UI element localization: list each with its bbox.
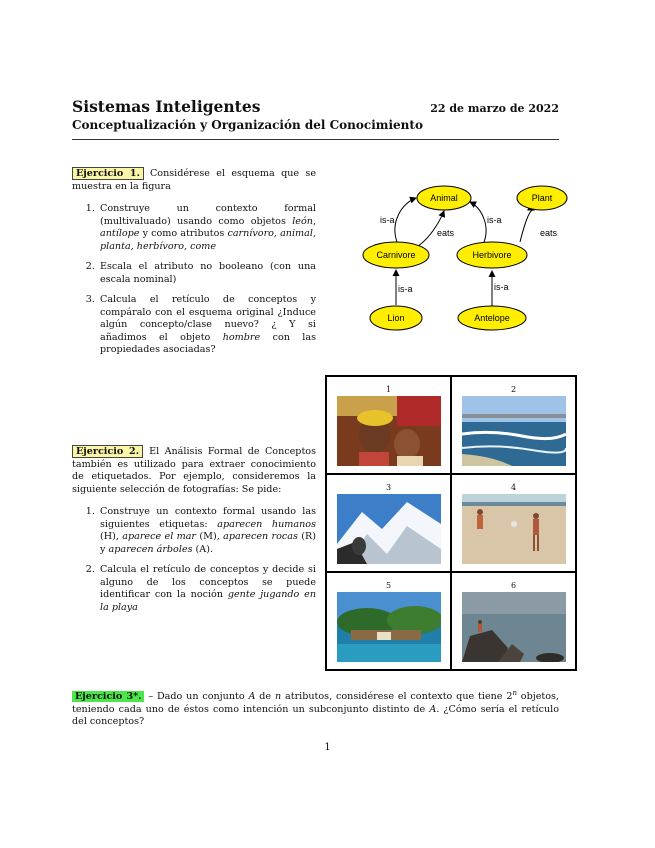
- exercise-3: Ejercicio 3*. – Dado un conjunto A de n atributos, considérese el contexto que tiene 2$^n$ objetos, teniendo cada uno de éstos como intención un subconjunto distinto de A. ¿Cómo sería el retículo del conceptos?: [72, 689, 560, 728]
- page-title: Sistemas Inteligentes: [72, 97, 261, 116]
- page-subtitle: Conceptualización y Organización del Conocimiento: [72, 118, 423, 132]
- list-item: 2. Escala el atributo no booleano (con una escala nominal): [98, 261, 316, 286]
- list-item: 1. Construye un contexto formal (multivaluado) usando como objetos león, antílope y como atributos carnívoro, animal, planta, herbívoro, come: [98, 203, 316, 253]
- node-label: Lion: [387, 313, 405, 323]
- edge-label: eats: [437, 228, 455, 238]
- edge-label: is-a: [494, 282, 509, 292]
- photo-cell: [326, 572, 451, 670]
- exercise-2: [72, 446, 316, 622]
- photo-rocks-coast: [462, 592, 566, 662]
- list-item: 1. Construye un contexto formal usando las siguientes etiquetas: aparecen humanos (H), aparece el mar (M), aparecen rocas (R) y aparecen árboles (A).: [98, 506, 316, 556]
- date: 22 de marzo de 2022: [430, 102, 559, 115]
- exercise-1-label: Ejercicio 1.: [72, 167, 144, 180]
- semantic-network-diagram: [360, 178, 580, 338]
- photo-number: 4: [510, 483, 517, 492]
- photo-number: 2: [510, 385, 517, 394]
- photo-cell: [451, 572, 576, 670]
- node-label: Carnivore: [376, 250, 416, 260]
- photo-mountains: [337, 494, 441, 564]
- exercise-1: [72, 168, 316, 365]
- exercise-2-intro: El Análisis Formal de Conceptos también es utilizado para extraer conocimiento de etiquetados. Por ejemplo, consideremos la siguiente selección de fotografías: Se pide:: [72, 446, 317, 495]
- edge-herbivore-animal-isa: [470, 202, 486, 242]
- list-item: 3. Calcula el retículo de conceptos y compáralo con el esquema original ¿Induce algún concepto/clase nuevo? ¿ Y si añadimos el objeto hombre con las propiedades asociadas?: [98, 294, 316, 357]
- list-item: 2. Calcula el retículo de conceptos y decide si alguno de los conceptos se puede identificar con la noción gente jugando en la playa: [98, 564, 316, 614]
- photo-cell: [451, 474, 576, 572]
- exercise-2-list: [72, 506, 316, 614]
- page-number: 1: [324, 742, 331, 753]
- photo-beach-players: [462, 494, 566, 564]
- node-label: Animal: [430, 193, 458, 203]
- photo-number: 6: [510, 581, 517, 590]
- photo-cell: [326, 376, 451, 474]
- edge-label: is-a: [398, 284, 413, 294]
- node-label: Plant: [531, 193, 553, 203]
- exercise-1-intro: Considérese el esquema que se muestra en la figura: [72, 168, 316, 192]
- photo-number: 5: [385, 581, 392, 590]
- photo-cell: [451, 376, 576, 474]
- edge-label: is-a: [380, 215, 395, 225]
- edge-carnivore-animal-isa: [395, 198, 416, 242]
- photo-palm-beach: [337, 592, 441, 662]
- node-label: Herbivore: [472, 250, 512, 260]
- photo-sea: [462, 396, 566, 466]
- header-rule: [72, 139, 559, 140]
- photo-people: [337, 396, 441, 466]
- photo-grid: [325, 375, 577, 671]
- edge-label: eats: [540, 228, 558, 238]
- exercise-1-list: [72, 203, 316, 357]
- photo-number: 3: [385, 483, 392, 492]
- edge-herbivore-plant-eats: [520, 210, 534, 242]
- photo-cell: [326, 474, 451, 572]
- edge-label: is-a: [487, 215, 502, 225]
- photo-number: 1: [385, 385, 392, 394]
- exercise-2-label: Ejercicio 2.: [72, 445, 143, 458]
- node-label: Antelope: [474, 313, 510, 323]
- exercise-3-label: Ejercicio 3*.: [72, 691, 144, 702]
